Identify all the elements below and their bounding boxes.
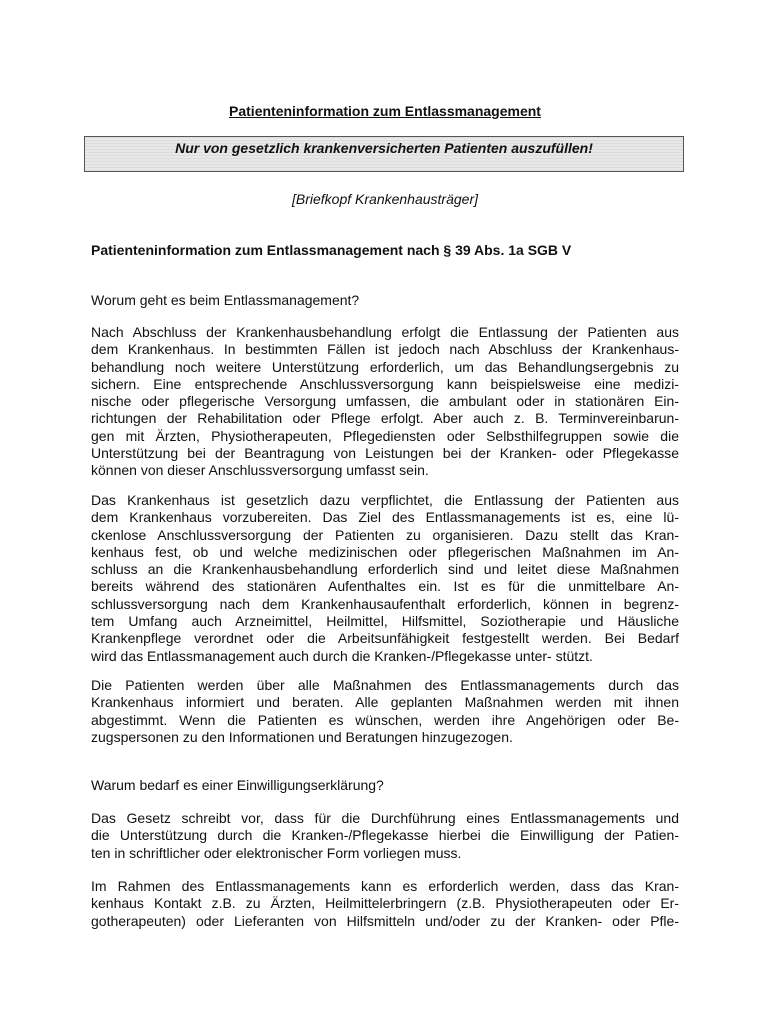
paragraph-line: schlussversorgung nach dem Krankenhausaufenthalt erforderlich, können in begrenz- bbox=[91, 595, 679, 612]
letterhead-placeholder: [Briefkopf Krankenhausträger] bbox=[292, 191, 478, 207]
section-heading: Patienteninformation zum Entlassmanagement nach § 39 Abs. 1a SGB V bbox=[91, 242, 572, 258]
paragraph-line: Im Rahmen des Entlassmanagements kann es erforderlich werden, dass das Kran- bbox=[91, 878, 679, 894]
paragraph-line: ckenlose Anschlussversorgung der Patienten zu organisieren. Dazu stellt das Kran- bbox=[91, 526, 679, 543]
paragraph-line: behandlung noch weitere Unterstützung erforderlich, um das Behandlungsergebnis zu bbox=[91, 358, 679, 375]
paragraph-line: dem Krankenhaus vorzubereiten. Das Ziel des Entlassmanagements ist es, eine lü- bbox=[91, 509, 679, 526]
paragraph-line: zugspersonen zu den Informationen und Beratungen hinzugezogen. bbox=[91, 728, 513, 745]
paragraph-line: gen mit Ärzten, Physiotherapeuten, Pflegediensten oder Selbsthilfegruppen sowie die bbox=[91, 427, 679, 444]
paragraph-1 bbox=[91, 324, 679, 480]
paragraph-line: Die Patienten werden über alle Maßnahmen des Entlassmanagements durch das bbox=[91, 677, 679, 693]
paragraph-line: schluss an die Krankenhausbehandlung erforderlich sind und leitet diese Maßnahmen bbox=[91, 561, 679, 578]
paragraph-3 bbox=[91, 677, 679, 746]
paragraph-2 bbox=[91, 492, 679, 665]
paragraph-line: Das Gesetz schreibt vor, dass für die Durchführung eines Entlassmanagements und bbox=[91, 810, 679, 826]
paragraph-line: die Unterstützung durch die Kranken-/Pflegekasse hierbei die Einwilligung der Patien- bbox=[91, 827, 679, 844]
paragraph-5 bbox=[91, 878, 679, 930]
paragraph-4 bbox=[91, 810, 679, 862]
paragraph-line: richtungen der Rehabilitation oder Pflege erfolgt. Aber auch z. B. Terminvereinbarun- bbox=[91, 410, 679, 427]
paragraph-line: gotherapeuten) oder Lieferanten von Hilfsmitteln und/oder zu der Kranken- oder Pfle- bbox=[91, 912, 679, 929]
paragraph-line: Unterstützung bei der Beantragung von Leistungen bei der Kranken- oder Pflegekasse bbox=[91, 445, 679, 462]
paragraph-line: abgestimmt. Wenn die Patienten es wünschen, werden ihre Angehörigen oder Be- bbox=[91, 711, 679, 728]
paragraph-line: dem Krankenhaus. In bestimmten Fällen ist jedoch nach Abschluss der Krankenhaus- bbox=[91, 341, 679, 358]
paragraph-line: nische oder pflegerische Versorgung umfassen, die ambulant oder in stationären Ein- bbox=[91, 393, 679, 410]
paragraph-line: Krankenpflege verordnet oder die Arbeitsunfähigkeit festgestellt werden. Bei Bedarf bbox=[91, 630, 679, 647]
question-heading-2: Warum bedarf es einer Einwilligungserklärung? bbox=[91, 777, 384, 793]
notice-text: Nur von gesetzlich krankenversicherten Patienten auszufüllen! bbox=[175, 140, 593, 156]
document-title: Patienteninformation zum Entlassmanagement bbox=[229, 103, 541, 119]
paragraph-line: können von dieser Anschlussversorgung umfasst sein. bbox=[91, 462, 429, 479]
paragraph-line: ten in schriftlicher oder elektronischer Form vorliegen muss. bbox=[91, 844, 462, 861]
paragraph-line: bereits während des stationären Aufenthaltes ein. Ist es für die unmittelbare An- bbox=[91, 578, 679, 595]
paragraph-line: kenhaus Kontakt z.B. zu Ärzten, Heilmittelerbringern (z.B. Physiotherapeuten oder Er- bbox=[91, 895, 679, 912]
notice-box bbox=[84, 136, 684, 172]
paragraph-line: Krankenhaus informiert und beraten. Alle geplanten Maßnahmen werden mit ihnen bbox=[91, 694, 679, 711]
paragraph-line: kenhaus fest, ob und welche medizinischen oder pflegerischen Maßnahmen im An- bbox=[91, 543, 679, 560]
paragraph-line: wird das Entlassmanagement auch durch die Kranken-/Pflegekasse unter- stützt. bbox=[91, 647, 593, 664]
paragraph-line: tem Umfang auch Arzneimittel, Heilmittel, Hilfsmittel, Soziotherapie und Häusliche bbox=[91, 613, 679, 630]
question-heading-1: Worum geht es beim Entlassmanagement? bbox=[91, 292, 360, 308]
paragraph-line: Das Krankenhaus ist gesetzlich dazu verpflichtet, die Entlassung der Patienten aus bbox=[91, 492, 679, 508]
paragraph-line: Nach Abschluss der Krankenhausbehandlung erfolgt die Entlassung der Patienten aus bbox=[91, 324, 679, 340]
paragraph-line: sichern. Eine entsprechende Anschlussversorgung kann beispielsweise eine medizi- bbox=[91, 375, 679, 392]
